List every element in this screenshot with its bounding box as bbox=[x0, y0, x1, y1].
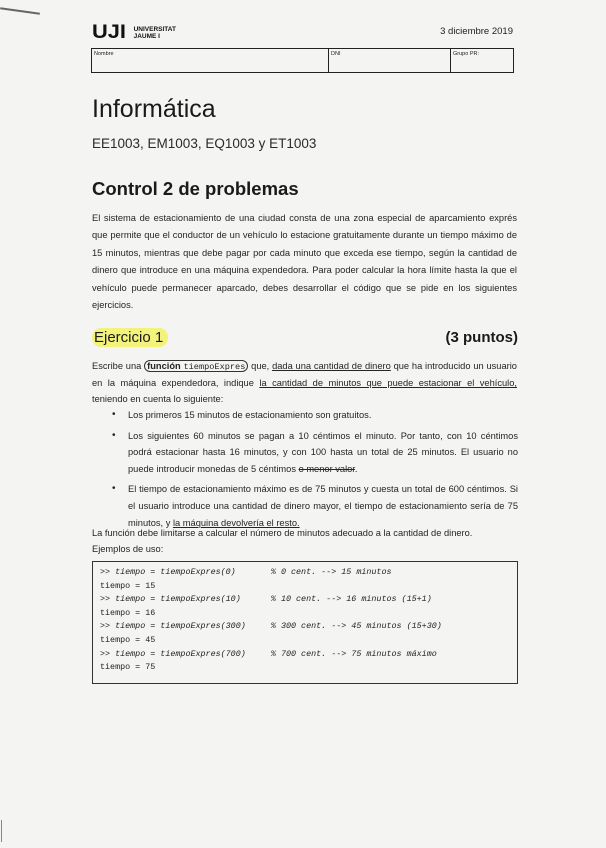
function-name: tiempoExpres bbox=[183, 362, 246, 372]
exercise-header bbox=[92, 328, 518, 350]
list-item bbox=[112, 407, 518, 424]
name-field[interactable]: Nombre bbox=[92, 49, 329, 72]
usage-intro bbox=[92, 526, 517, 557]
stmt-a: Escribe una bbox=[92, 361, 142, 371]
code-comment: % 10 cent. --> 16 minutos (15+1) bbox=[270, 594, 432, 605]
scan-mark bbox=[0, 7, 40, 15]
code-result: tiempo = 16 bbox=[100, 607, 156, 618]
section-title: Control 2 de problemas bbox=[92, 178, 299, 199]
bullet1-text: Los primeros 15 minutos de estacionamiento son gratuitos. bbox=[128, 410, 372, 420]
logo-mark: UJI bbox=[92, 22, 127, 43]
scan-edge bbox=[1, 820, 2, 842]
logo-line2: JAUME I bbox=[133, 33, 160, 40]
list-item bbox=[112, 428, 518, 478]
code-result: tiempo = 45 bbox=[100, 634, 156, 645]
logo-line1: UNIVERSITAT bbox=[133, 26, 176, 33]
bullet2-text: Los siguientes 60 minutos se pagan a 10 céntimos el minuto. Por tanto, con 10 céntimos podrá estacionar hasta 16 minutos, y con 100 hasta un total de 25 minutos. El usuario no puede introducir monedas de 5 céntimos bbox=[128, 430, 518, 474]
bullet2-strike: o menor valor bbox=[298, 463, 355, 474]
code-result: tiempo = 15 bbox=[100, 580, 156, 591]
code-comment: % 300 cent. --> 45 minutos (15+30) bbox=[270, 621, 442, 632]
stmt-d: que ha introducido un usuario en la máquina expendedora, indique bbox=[92, 361, 517, 388]
code-line bbox=[100, 648, 510, 662]
exercise-title: Ejercicio 1 bbox=[92, 328, 168, 347]
code-command: >> tiempo = tiempoExpres(300) bbox=[100, 621, 246, 632]
bullet3-text: El tiempo de estacionamiento máximo es de 75 minutos y cuesta un total de 600 céntimos. Si el usuario introduce una cantidad de dinero mayor, el tiempo de estacionamiento sería de 75 minutos, y bbox=[128, 484, 518, 528]
function-word: función bbox=[147, 361, 181, 371]
list-item bbox=[112, 481, 518, 531]
exercise-points: (3 puntos) bbox=[445, 329, 518, 346]
dni-field[interactable]: DNI bbox=[329, 49, 451, 72]
rules-list bbox=[112, 407, 518, 535]
code-command: >> tiempo = tiempoExpres(700) bbox=[100, 648, 246, 659]
stmt-b: que, bbox=[251, 361, 270, 371]
code-command: >> tiempo = tiempoExpres(10) bbox=[100, 594, 241, 605]
code-comment: % 0 cent. --> 15 minutos bbox=[270, 567, 392, 577]
bullet2-end: . bbox=[354, 463, 358, 474]
code-line bbox=[100, 620, 510, 634]
function-highlight bbox=[144, 360, 248, 372]
examples-label: Ejemplos de uso: bbox=[92, 543, 164, 554]
bullet3-underline: la máquina devolvería el resto. bbox=[172, 517, 300, 528]
intro-paragraph: El sistema de estacionamiento de una ciudad consta de una zona especial de aparcamiento exprés que permite que el conductor de un vehículo lo estacione gratuitamente durante un tiempo máximo de 15 minutos, mientras que debe pagar por cada minuto que exceda ese tiempo, según la cantidad de dinero que introduce en una máquina expendedora. Para poder calcular la hora límite hasta la que el vehículo puede permanecer aparcado, debes desarrollar el código que se pide en los siguientes ejercicios. bbox=[92, 213, 517, 311]
code-result: tiempo = 75 bbox=[100, 662, 156, 673]
course-codes: EE1003, EM1003, EQ1003 y ET1003 bbox=[92, 136, 317, 151]
limit-note: La función debe limitarse a calcular el número de minutos adecuado a la cantidad de dinero. bbox=[92, 528, 473, 538]
student-id-box bbox=[91, 48, 514, 73]
logo-text bbox=[134, 26, 176, 40]
stmt-c: dada una cantidad de dinero bbox=[272, 361, 391, 371]
code-comment: % 700 cent. --> 75 minutos máximo bbox=[270, 648, 437, 659]
group-field[interactable]: Grupo PR: bbox=[453, 51, 479, 57]
code-line bbox=[100, 566, 510, 580]
exercise-statement bbox=[92, 358, 517, 407]
code-examples bbox=[92, 561, 518, 684]
stmt-f: teniendo en cuenta lo siguiente: bbox=[92, 394, 224, 404]
page-title: Informática bbox=[92, 95, 216, 123]
code-line bbox=[100, 593, 510, 607]
university-logo bbox=[92, 22, 176, 44]
code-command: >> tiempo = tiempoExpres(0) bbox=[100, 567, 236, 577]
stmt-e: la cantidad de minutos que puede estacionar el vehículo, bbox=[259, 378, 517, 388]
exam-date: 3 diciembre 2019 bbox=[440, 26, 513, 37]
